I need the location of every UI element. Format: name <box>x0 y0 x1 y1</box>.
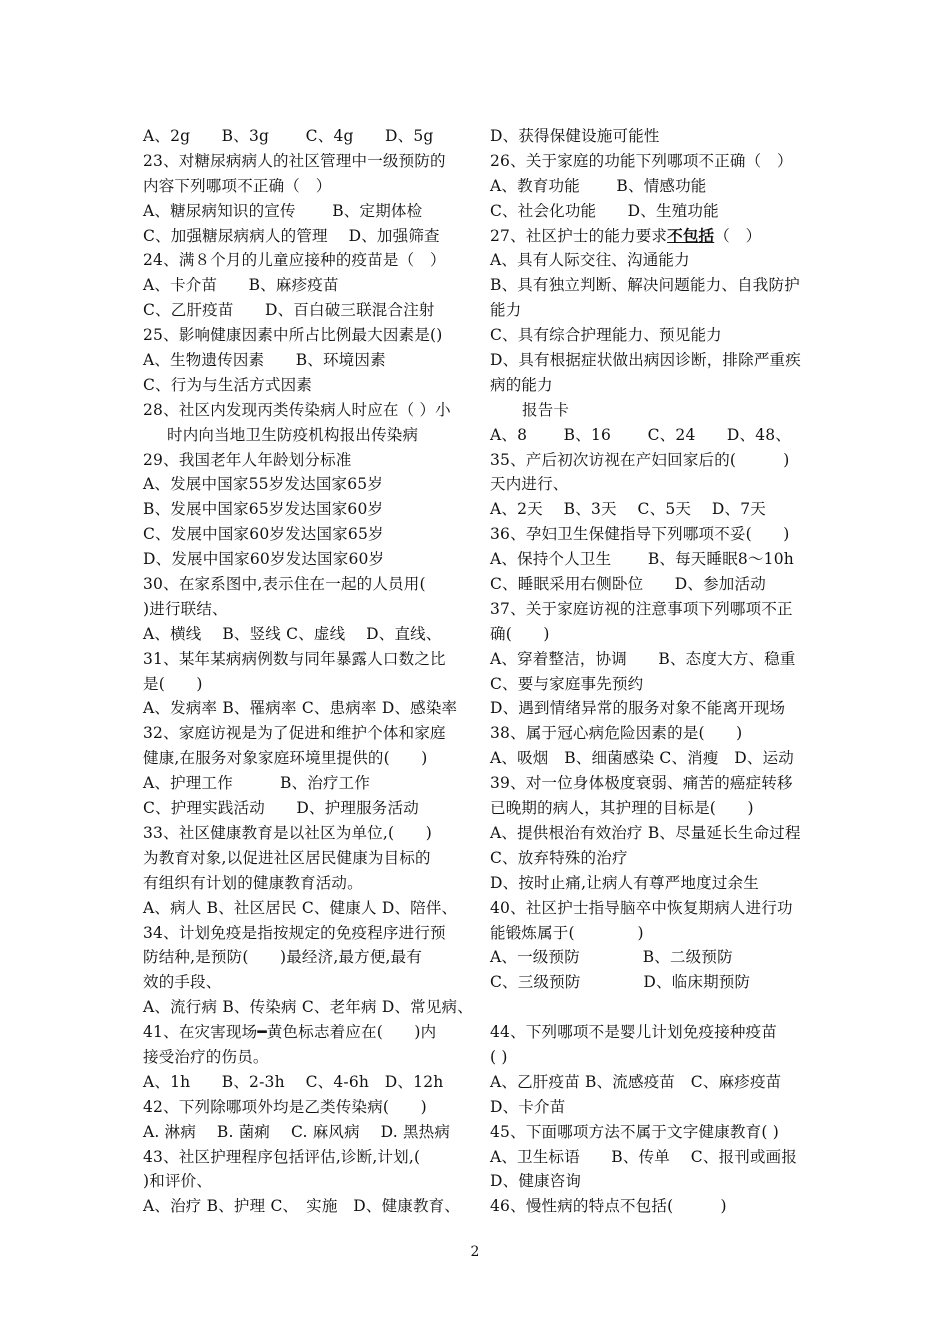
text-line: A、治疗 B、护理 C、 实施 D、健康教育、 <box>143 1197 461 1216</box>
text-line: A、具有人际交往、沟通能力 <box>490 251 690 270</box>
text-line: 41、在灾害现场━黄色标志着应在( )内 <box>143 1023 437 1042</box>
right-column <box>490 124 810 1219</box>
text-line: 能力 <box>490 301 522 320</box>
text-line: A、提供根治有效治疗 B、尽量延长生命过程 <box>490 823 801 842</box>
text-line: 44、下列哪项不是婴儿计划免疫接种疫苗 <box>490 1023 778 1042</box>
text-line: C、三级预防 D、临床期预防 <box>490 973 751 992</box>
text-line: 能锻炼属于( ) <box>490 923 644 942</box>
text-line: 防结种,是预防( )最经济,最方便,最有 <box>143 948 423 967</box>
q27-prefix: 27、社区护士的能力要求 <box>490 226 668 245</box>
text-line: A、生物遗传因素 B、环境因素 <box>143 351 386 370</box>
q27-suffix: （ ） <box>714 226 762 245</box>
text-line: A. 淋病 B. 菌痢 C. 麻风病 D. 黑热病 <box>143 1122 451 1141</box>
text-line: C、护理实践活动 D、护理服务活动 <box>143 799 419 818</box>
text-line: A、教育功能 B、情感功能 <box>490 176 707 195</box>
text-line: A、8 B、16 C、24 D、48、 <box>490 425 792 444</box>
text-line: 效的手段、 <box>143 973 222 992</box>
text-line: 已晚期的病人，其护理的目标是( ) <box>490 799 754 818</box>
text-line: D、按时止痛,让病人有尊严地度过余生 <box>490 873 759 892</box>
text-line: 报告卡 <box>522 400 570 419</box>
text-line: C、发展中国家60岁发达国家65岁 <box>143 525 384 544</box>
text-line: 26、关于家庭的功能下列哪项不正确（ ） <box>490 151 793 170</box>
text-line: 24、满８个月的儿童应接种的疫苗是（ ） <box>143 251 446 270</box>
text-line: 病的能力 <box>490 375 553 394</box>
text-line: 25、影响健康因素中所占比例最大因素是() <box>143 326 443 345</box>
text-line: A、2g B、3g C、4g D、5g <box>143 127 434 145</box>
question-27 <box>490 224 810 249</box>
text-line: A、护理工作 B、治疗工作 <box>143 774 371 793</box>
text-line: 33、社区健康教育是以社区为单位,( ) <box>143 823 432 842</box>
text-line: A、1h B、2-3h C、4-6h D、12h <box>143 1072 444 1091</box>
text-line: 29、我国老年人年龄划分标准 <box>143 450 352 469</box>
text-line: A、保持个人卫生 B、每天睡眠8～10h <box>490 550 794 569</box>
text-line: C、社会化功能 D、生殖功能 <box>490 201 719 220</box>
text-line: D、获得保健设施可能性 <box>490 127 660 145</box>
text-line: A、发展中国家55岁发达国家65岁 <box>143 475 384 494</box>
text-line: C、加强糖尿病病人的管理 D、加强筛查 <box>143 226 440 245</box>
text-line: 35、产后初次访视在产妇回家后的( ) <box>490 450 790 469</box>
text-line: 接受治疗的伤员。 <box>143 1047 269 1066</box>
text-line: A、流行病 B、传染病 C、老年病 D、常见病、 <box>143 998 473 1017</box>
text-line: 38、属于冠心病危险因素的是( ) <box>490 724 743 743</box>
text-line: 46、慢性病的特点不包括( ) <box>490 1197 727 1216</box>
text-line: A、卫生标语 B、传单 C、报刊或画报 <box>490 1147 798 1166</box>
text-line: A、吸烟 B、细菌感染 C、消瘦 D、运动 <box>490 749 794 768</box>
text-line: A、病人 B、社区居民 C、健康人 D、陪伴、 <box>143 898 458 917</box>
text-line: 39、对一位身体极度衰弱、痛苦的癌症转移 <box>490 774 793 793</box>
text-line: A、发病率 B、罹病率 C、患病率 D、感染率 <box>143 699 458 718</box>
text-line: 42、下列除哪项外均是乙类传染病( ) <box>143 1097 427 1116</box>
text-line: 31、某年某病病例数与同年暴露人口数之比 <box>143 649 446 668</box>
text-line: 40、社区护士指导脑卒中恢复期病人进行功 <box>490 898 793 917</box>
text-line: A、2天 B、3天 C、5天 D、7天 <box>490 500 766 519</box>
text-line: 37、关于家庭访视的注意事项下列哪项不正 <box>490 599 793 618</box>
text-line: 有组织有计划的健康教育活动。 <box>143 873 363 892</box>
text-line: B、发展中国家65岁发达国家60岁 <box>143 500 384 519</box>
text-line: 是( ) <box>143 674 203 693</box>
text-line: 确( ) <box>490 624 550 643</box>
text-line: 32、家庭访视是为了促进和维护个体和家庭 <box>143 724 446 743</box>
text-line: 30、在家系图中,表示住在一起的人员用( <box>143 575 426 594</box>
text-line: 43、社区护理程序包括评估,诊断,计划,( <box>143 1147 421 1166</box>
text-line: D、卡介苗 <box>490 1097 566 1116</box>
text-line: C、要与家庭事先预约 <box>490 674 644 693</box>
text-line: 天内进行、 <box>490 475 569 494</box>
text-line: A、糖尿病知识的宣传 B、定期体检 <box>143 201 423 220</box>
text-line: 36、孕妇卫生保健指导下列哪项不妥( ) <box>490 525 790 544</box>
text-line: )进行联结、 <box>143 599 228 618</box>
text-line: A、乙肝疫苗 B、流感疫苗 C、麻疹疫苗 <box>490 1072 782 1091</box>
text-line: 28、社区内发现丙类传染病人时应在（ ）小 <box>143 400 451 419</box>
text-line: D、具有根据症状做出病因诊断，排除严重疾 <box>490 351 801 370</box>
text-line: C、放弃特殊的治疗 <box>490 848 628 867</box>
text-line: A、卡介苗 B、麻疹疫苗 <box>143 276 339 295</box>
blank-line <box>490 995 810 1020</box>
text-line: 23、对糖尿病病人的社区管理中一级预防的 <box>143 151 446 170</box>
text-line: C、睡眠采用右侧卧位 D、参加活动 <box>490 575 766 594</box>
page-number: 2 <box>470 1244 480 1260</box>
text-line: ( ) <box>490 1047 508 1066</box>
text-line: 为教育对象,以促进社区居民健康为目标的 <box>143 848 431 867</box>
text-line: 45、下面哪项方法不属于文字健康教育( ) <box>490 1122 779 1141</box>
text-line: B、具有独立判断、解决问题能力、自我防护 <box>490 276 800 295</box>
text-line: C、具有综合护理能力、预见能力 <box>490 326 722 345</box>
text-line: A、横线 B、竖线 C、虚线 D、直线、 <box>143 624 442 643</box>
left-column <box>143 124 473 1219</box>
text-line: D、健康咨询 <box>490 1172 582 1191</box>
text-line: C、行为与生活方式因素 <box>143 375 313 394</box>
text-line: 34、计划免疫是指按规定的免疫程序进行预 <box>143 923 446 942</box>
text-line: 内容下列哪项不正确（ ） <box>143 176 332 195</box>
text-line: 健康,在服务对象家庭环境里提供的( ) <box>143 749 428 768</box>
text-line: 时内向当地卫生防疫机构报出传染病 <box>167 425 419 444</box>
text-line: )和评价、 <box>143 1172 213 1191</box>
text-line: D、遇到情绪异常的服务对象不能离开现场 <box>490 699 786 718</box>
text-line: A、一级预防 B、二级预防 <box>490 948 733 967</box>
text-line: D、发展中国家60岁发达国家60岁 <box>143 550 385 569</box>
q27-emphasis: 不包括 <box>667 225 715 245</box>
text-line: C、乙肝疫苗 D、百白破三联混合注射 <box>143 301 435 320</box>
text-line: A、穿着整洁，协调 B、态度大方、稳重 <box>490 649 796 668</box>
